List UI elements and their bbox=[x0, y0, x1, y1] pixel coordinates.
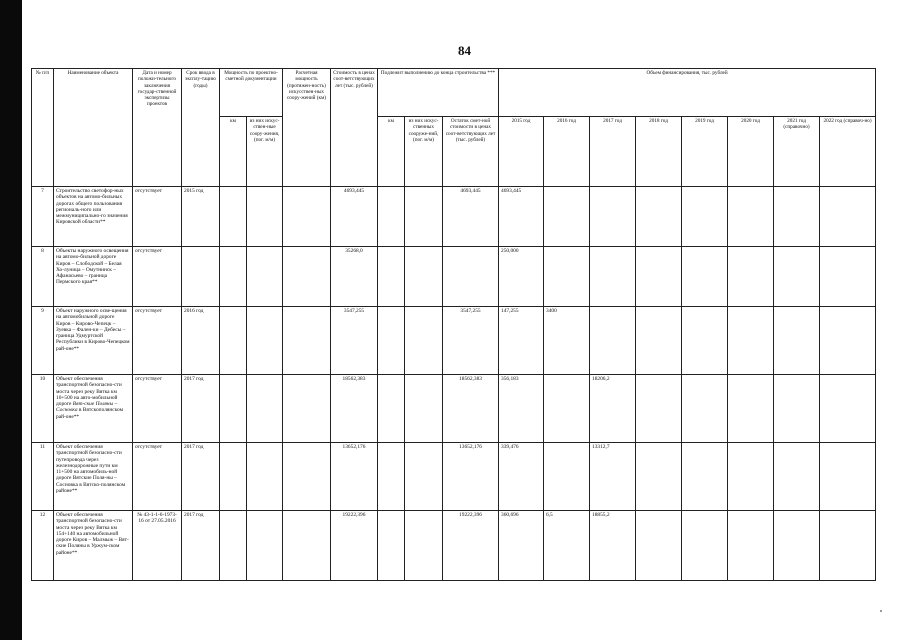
object-name-text: Объект обеспечения транспортной безопасно-сти моста через реку Вятка км 154+140 на автомобильной дороге Киров – Малмыж – Вят-ские Поляны в Уржум-ском районе** bbox=[56, 512, 129, 556]
cell-2019 bbox=[682, 187, 728, 247]
cell-capacity-km bbox=[220, 375, 247, 443]
cell-2016 bbox=[544, 187, 590, 247]
cell-2021 bbox=[774, 443, 820, 511]
header-2022: 2022 год (справоч-но) bbox=[820, 117, 876, 187]
cell-cost: 13652,176 bbox=[331, 443, 378, 511]
cell-2017 bbox=[590, 187, 636, 247]
cell-object-name bbox=[54, 375, 133, 443]
cell-capacity-art bbox=[247, 375, 283, 443]
cell-to-complete-art bbox=[405, 307, 443, 375]
cell-2020 bbox=[728, 307, 774, 375]
cell-2016 bbox=[544, 375, 590, 443]
cell-deadline: 2017 год bbox=[182, 443, 220, 511]
cell-deadline: 2017 год bbox=[182, 375, 220, 443]
cell-2022 bbox=[820, 307, 876, 375]
cell-capacity-art bbox=[247, 307, 283, 375]
cell-num: 9 bbox=[32, 307, 54, 375]
header-num: № п/п bbox=[32, 69, 54, 187]
cell-object-name bbox=[54, 187, 133, 247]
cell-2017: 13312,7 bbox=[590, 443, 636, 511]
cell-num: 11 bbox=[32, 443, 54, 511]
cell-2022 bbox=[820, 511, 876, 581]
cell-2015: 4693,445 bbox=[499, 187, 544, 247]
cell-calc-capacity bbox=[283, 187, 331, 247]
scan-edge-shadow bbox=[0, 0, 22, 640]
cell-cost: 18562,383 bbox=[331, 375, 378, 443]
cell-2019 bbox=[682, 443, 728, 511]
cell-num: 7 bbox=[32, 187, 54, 247]
header-row-1 bbox=[32, 69, 876, 117]
header-2021: 2021 год (справочно) bbox=[774, 117, 820, 187]
cell-date: отсутствует bbox=[133, 187, 182, 247]
scan-speck bbox=[880, 610, 882, 612]
cell-2022 bbox=[820, 375, 876, 443]
header-2015: 2015 год bbox=[499, 117, 544, 187]
cell-date: отсутствует bbox=[133, 247, 182, 307]
cell-capacity-art bbox=[247, 187, 283, 247]
cell-num: 12 bbox=[32, 511, 54, 581]
header-capacity-group: Мощность по проектно-сметной документации bbox=[220, 69, 283, 117]
cell-object-name bbox=[54, 247, 133, 307]
page-number: 84 bbox=[458, 43, 471, 58]
cell-cost: 19222,396 bbox=[331, 511, 378, 581]
cell-2017 bbox=[590, 247, 636, 307]
cell-remaining: 19222,396 bbox=[443, 511, 499, 581]
cell-capacity-km bbox=[220, 247, 247, 307]
cell-to-complete-art bbox=[405, 511, 443, 581]
table-row bbox=[32, 375, 876, 443]
cell-2015: 250,000 bbox=[499, 247, 544, 307]
cell-date: № 43-1-1-6-1973-16 от 27.05.2016 bbox=[133, 511, 182, 581]
cell-deadline: 2015 год bbox=[182, 187, 220, 247]
cell-2016: 3400 bbox=[544, 307, 590, 375]
cell-2022 bbox=[820, 187, 876, 247]
header-to-complete-km: км bbox=[378, 117, 405, 187]
cell-calc-capacity bbox=[283, 511, 331, 581]
object-name-text: Объект обеспечения транспортной безопасно-сти путепровода через железнодорожные пути км 11+500 на автомобиль-ной дороге Вятские Поля-ны – Сосновка в Вятско-полянском районе** bbox=[56, 444, 126, 495]
cell-remaining: 13652,176 bbox=[443, 443, 499, 511]
cell-2016: 6,5 bbox=[544, 511, 590, 581]
cell-2022 bbox=[820, 443, 876, 511]
cell-date: отсутствует bbox=[133, 375, 182, 443]
cell-2016 bbox=[544, 247, 590, 307]
cell-deadline: 2016 год bbox=[182, 307, 220, 375]
cell-to-complete-art bbox=[405, 375, 443, 443]
header-calc-capacity: Расчетная мощность (протяжен-ность) искусствен-ных соору-жений (км) bbox=[283, 69, 331, 187]
cell-capacity-km bbox=[220, 511, 247, 581]
cell-2015: 147,255 bbox=[499, 307, 544, 375]
header-remaining-cost: Остаток смет-ной стоимости в ценах соот-ветствующих лет (тыс. рублей) bbox=[443, 117, 499, 187]
cell-cost: 3547,255 bbox=[331, 307, 378, 375]
cell-calc-capacity bbox=[283, 375, 331, 443]
cell-2019 bbox=[682, 307, 728, 375]
header-2020: 2020 год bbox=[728, 117, 774, 187]
header-2016: 2016 год bbox=[544, 117, 590, 187]
cell-2020 bbox=[728, 443, 774, 511]
cell-2018 bbox=[636, 307, 682, 375]
cell-to-complete-art bbox=[405, 247, 443, 307]
header-capacity-km: км bbox=[220, 117, 247, 187]
object-name-tail: в Вятскополянском рай-оне** bbox=[56, 407, 123, 420]
cell-object-name bbox=[54, 443, 133, 511]
cell-capacity-km bbox=[220, 187, 247, 247]
cell-2018 bbox=[636, 187, 682, 247]
cell-2019 bbox=[682, 511, 728, 581]
cell-to-complete-km bbox=[378, 247, 405, 307]
cell-2018 bbox=[636, 375, 682, 443]
cell-2021 bbox=[774, 375, 820, 443]
cell-calc-capacity bbox=[283, 443, 331, 511]
cell-capacity-art bbox=[247, 247, 283, 307]
header-date-number: Дата и номер положи-тельного заключения государ-ственной экспертизы проектов bbox=[133, 69, 182, 187]
table-row bbox=[32, 247, 876, 307]
cell-remaining bbox=[443, 247, 499, 307]
table-row bbox=[32, 511, 876, 581]
cell-cost: 4693,445 bbox=[331, 187, 378, 247]
header-2018: 2018 год bbox=[636, 117, 682, 187]
cell-num: 10 bbox=[32, 375, 54, 443]
cell-object-name bbox=[54, 307, 133, 375]
table-row bbox=[32, 307, 876, 375]
cell-2018 bbox=[636, 443, 682, 511]
header-to-complete-art: из них искус-ственных сооруже-ний, (пог. м/м) bbox=[405, 117, 443, 187]
cell-2020 bbox=[728, 375, 774, 443]
object-name-text: Объект обеспечения транспортной безопасно-сти моста через реку Вятка км 10+500 на авто-мобильной дороге bbox=[56, 376, 122, 408]
cell-to-complete-km bbox=[378, 511, 405, 581]
header-to-complete-group: Подлежит выполнению до конца строительства *** bbox=[378, 69, 499, 117]
object-name-text: Объект наружного осве-щения на автомобильной дороге Киров – Кирово-Чепецк – Зуевка – Фален-ки – Дебесы – граница Удмуртской Республики в Кирово-Чепецком рай-оне** bbox=[56, 308, 130, 352]
object-name-italic: Вят-ские Поляны – Сосновка bbox=[56, 401, 118, 414]
header-capacity-art: из них искус-ствен-ные соору-жения, (пог. м/м) bbox=[247, 117, 283, 187]
cell-calc-capacity bbox=[283, 307, 331, 375]
cell-calc-capacity bbox=[283, 247, 331, 307]
cell-object-name bbox=[54, 511, 133, 581]
cell-remaining: 4693,445 bbox=[443, 187, 499, 247]
header-deadline: Срок ввода в эксплу-тацию (годы) bbox=[182, 69, 220, 187]
cell-capacity-art bbox=[247, 443, 283, 511]
cell-date: отсутствует bbox=[133, 307, 182, 375]
table-row bbox=[32, 443, 876, 511]
cell-2018 bbox=[636, 511, 682, 581]
cell-capacity-art bbox=[247, 511, 283, 581]
cell-2021 bbox=[774, 511, 820, 581]
cell-2020 bbox=[728, 511, 774, 581]
cell-2021 bbox=[774, 187, 820, 247]
cell-2015: 360,696 bbox=[499, 511, 544, 581]
cell-remaining: 18562,383 bbox=[443, 375, 499, 443]
cell-to-complete-km bbox=[378, 443, 405, 511]
cell-2015: 339,476 bbox=[499, 443, 544, 511]
cell-2020 bbox=[728, 187, 774, 247]
cell-2022 bbox=[820, 247, 876, 307]
cell-2018 bbox=[636, 247, 682, 307]
cell-2015: 356,183 bbox=[499, 375, 544, 443]
cell-2016 bbox=[544, 443, 590, 511]
cell-to-complete-art bbox=[405, 443, 443, 511]
cell-to-complete-km bbox=[378, 375, 405, 443]
cell-2020 bbox=[728, 247, 774, 307]
cell-2021 bbox=[774, 307, 820, 375]
cell-2017 bbox=[590, 307, 636, 375]
header-2017: 2017 год bbox=[590, 117, 636, 187]
cell-deadline bbox=[182, 247, 220, 307]
cell-capacity-km bbox=[220, 307, 247, 375]
cell-cost: 35268,0 bbox=[331, 247, 378, 307]
cell-2021 bbox=[774, 247, 820, 307]
cell-deadline: 2017 год bbox=[182, 511, 220, 581]
cell-date: отсутствует bbox=[133, 443, 182, 511]
cell-2019 bbox=[682, 375, 728, 443]
header-2019: 2019 год bbox=[682, 117, 728, 187]
cell-2019 bbox=[682, 247, 728, 307]
object-name-text: Строительство светофор-ных объектов на автомо-бильных дорогах общего пользования региональ-ного или межмуниципально-го значения Кировской области** bbox=[56, 188, 128, 226]
header-cost: Стоимость в ценах соот-ветствующих лет (тыс. рублей) bbox=[331, 69, 378, 187]
cell-2017: 18855,2 bbox=[590, 511, 636, 581]
object-name-text: Объекты наружного освещения на автомо-бильной дороге Киров – Слободской – Белая Хо-луница – Омутнинск – Афанасьево – граница Пермского края** bbox=[56, 248, 129, 286]
cell-to-complete-km bbox=[378, 187, 405, 247]
table-row bbox=[32, 187, 876, 247]
cell-to-complete-art bbox=[405, 187, 443, 247]
cell-capacity-km bbox=[220, 443, 247, 511]
header-object-name: Наименование объекта bbox=[54, 69, 133, 187]
header-funding-group: Объем финансирования, тыс. рублей bbox=[499, 69, 876, 117]
cell-2017: 18206,2 bbox=[590, 375, 636, 443]
cell-remaining: 3547,255 bbox=[443, 307, 499, 375]
cell-num: 8 bbox=[32, 247, 54, 307]
financing-table bbox=[31, 68, 876, 581]
cell-to-complete-km bbox=[378, 307, 405, 375]
